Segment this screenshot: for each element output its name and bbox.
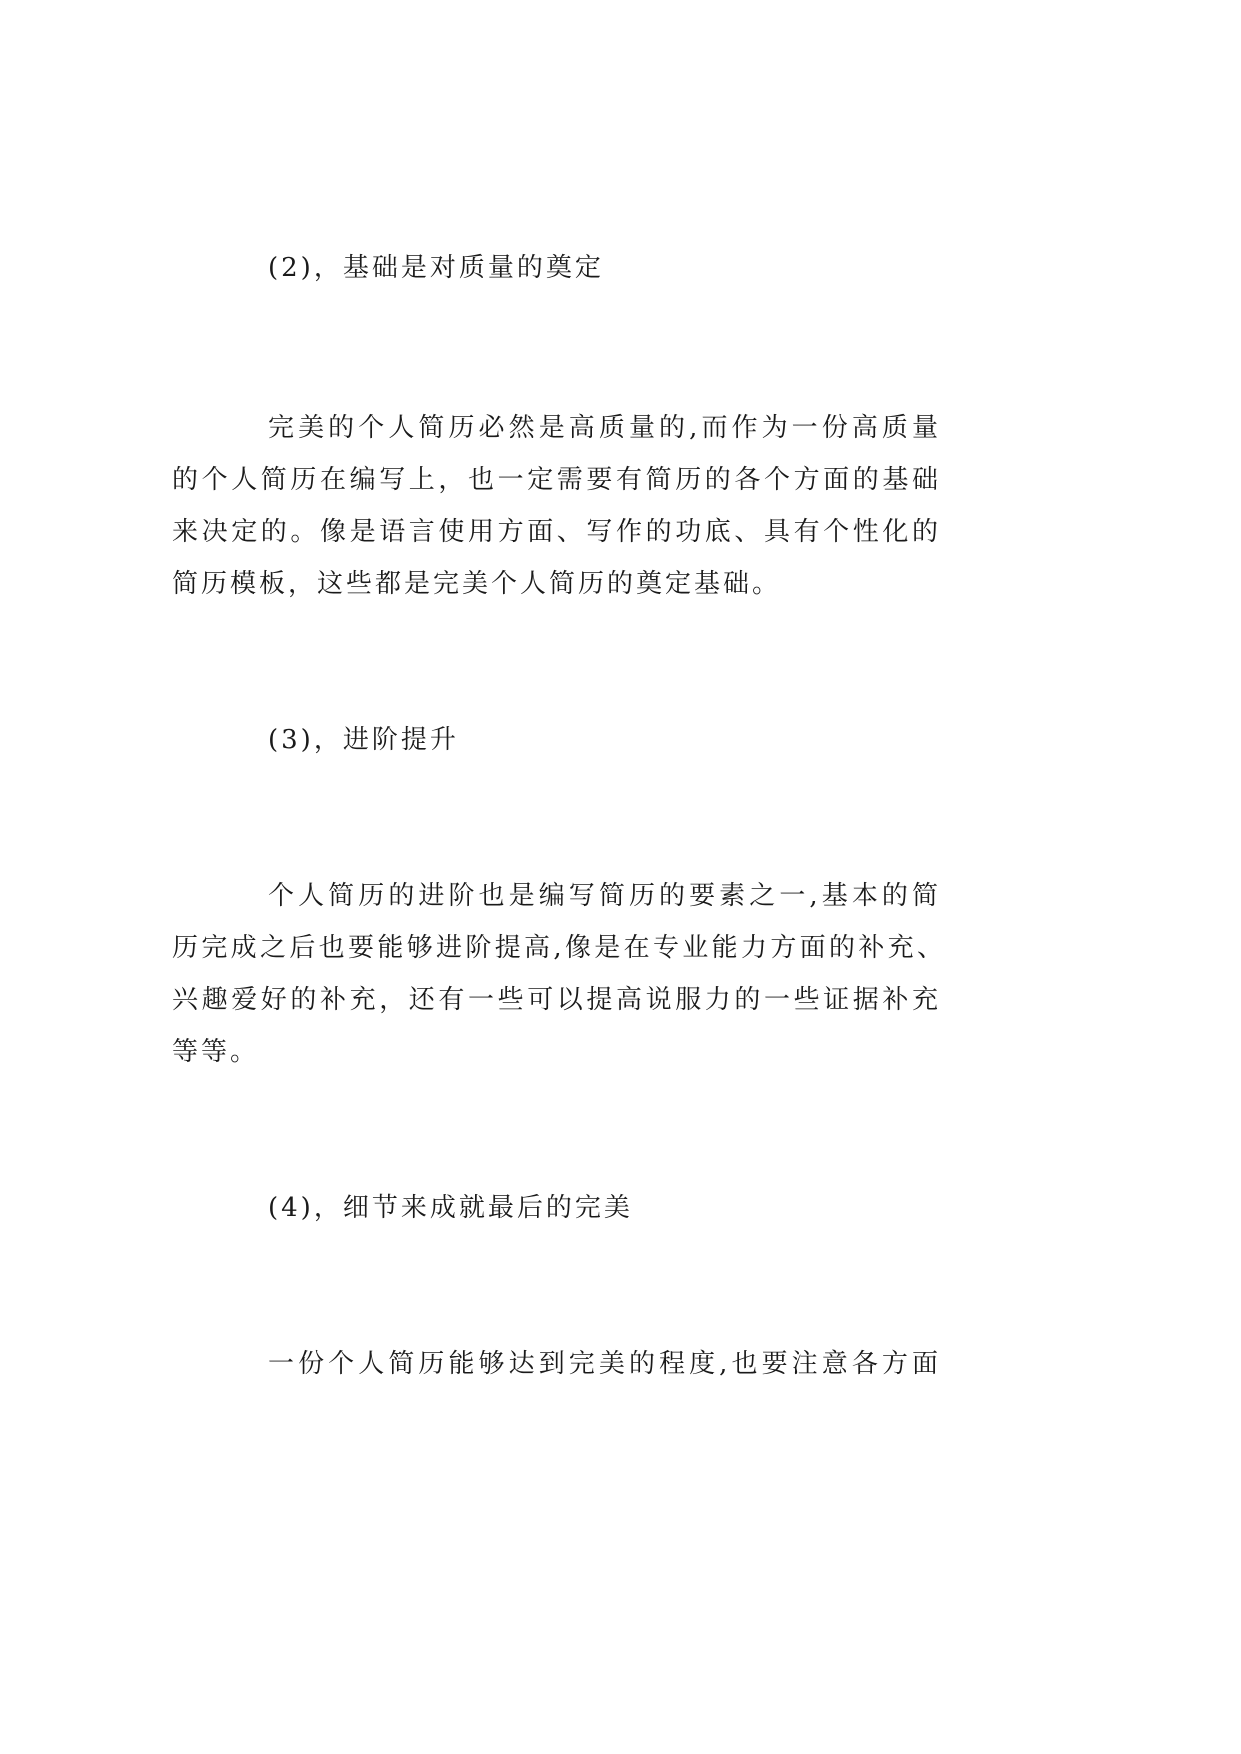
- paragraph-line: 完美的个人简历必然是高质量的,而作为一份高质量: [268, 413, 940, 443]
- paragraph-line: 等等。: [172, 1037, 260, 1067]
- paragraph-line: 的个人简历在编写上，也一定需要有简历的各个方面的基础: [172, 465, 940, 495]
- paragraph-line: 兴趣爱好的补充，还有一些可以提高说服力的一些证据补充: [172, 985, 940, 1015]
- section-heading: (3)，进阶提升: [268, 725, 459, 755]
- paragraph-line: 简历模板，这些都是完美个人简历的奠定基础。: [172, 569, 782, 599]
- paragraph-line: 个人简历的进阶也是编写简历的要素之一,基本的简: [268, 881, 940, 911]
- paragraph-line: 一份个人简历能够达到完美的程度,也要注意各方面: [268, 1349, 940, 1379]
- paragraph-line: 来决定的。像是语言使用方面、写作的功底、具有个性化的: [172, 517, 940, 547]
- paragraph-line: 历完成之后也要能够进阶提高,像是在专业能力方面的补充、: [172, 933, 945, 963]
- section-heading: (2)，基础是对质量的奠定: [268, 253, 604, 283]
- section-heading: (4)，细节来成就最后的完美: [268, 1193, 633, 1223]
